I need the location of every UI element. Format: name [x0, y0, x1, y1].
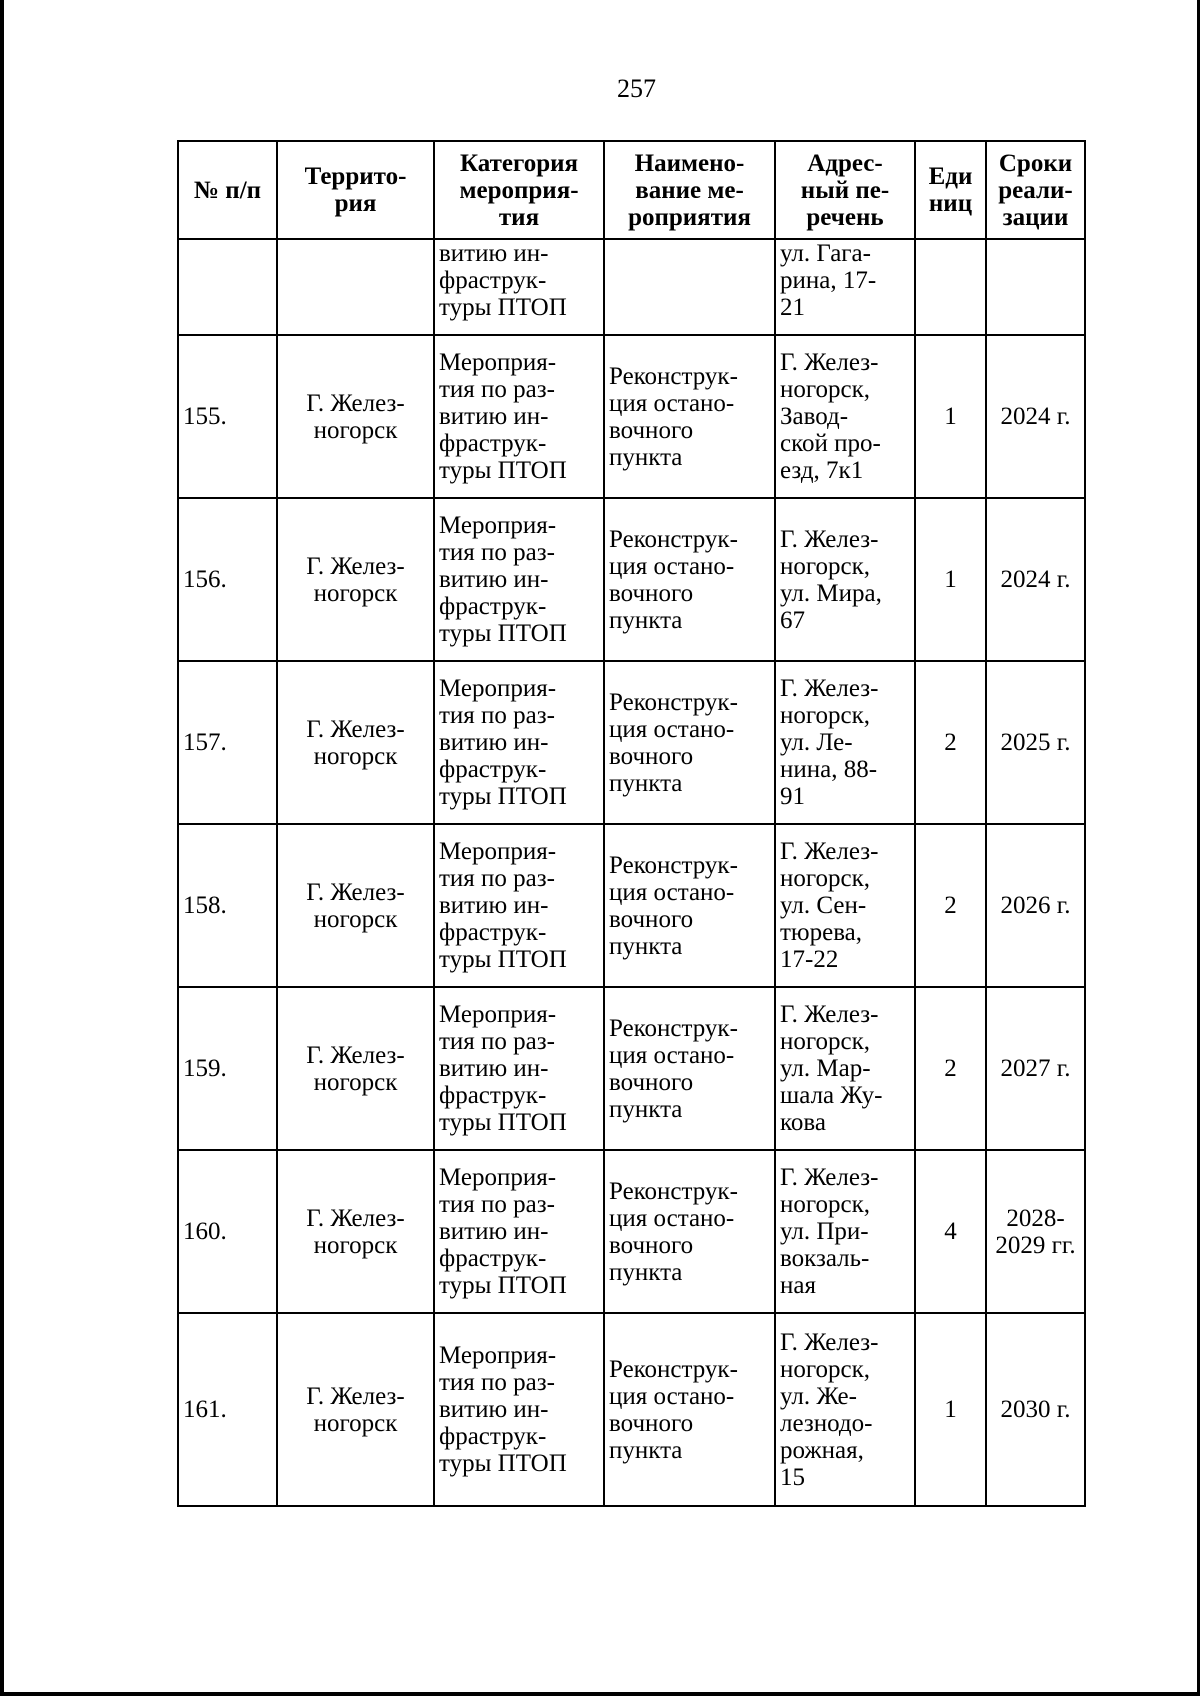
cell-name: Реконструк- ция остано- вочного пункта	[604, 498, 775, 661]
cell-num: 161.	[178, 1313, 277, 1506]
table-row	[178, 1313, 1085, 1506]
table-row	[178, 1150, 1085, 1313]
cell-category: Мероприя- тия по раз- витию ин- фраструк- туры ПТОП	[434, 335, 604, 498]
page-frame-left	[0, 0, 4, 1696]
cell-name: Реконструк- ция остано- вочного пункта	[604, 335, 775, 498]
cell-term: 2024 г.	[986, 335, 1085, 498]
cell-territory: Г. Желез- ногорск	[277, 661, 434, 824]
cell-term: 2028- 2029 гг.	[986, 1150, 1085, 1313]
page-frame-bottom	[0, 1692, 1200, 1696]
cell-name: Реконструк- ция остано- вочного пункта	[604, 987, 775, 1150]
table-row-continuation	[178, 239, 1085, 335]
cell-address: ул. Гага- рина, 17- 21	[775, 239, 915, 335]
cell-address: Г. Желез- ногорск, ул. Ле- нина, 88- 91	[775, 661, 915, 824]
cell-category: Мероприя- тия по раз- витию ин- фраструк- туры ПТОП	[434, 498, 604, 661]
header-category: Категория мероприя- тия	[434, 141, 604, 239]
cell-territory	[277, 239, 434, 335]
cell-name: Реконструк- ция остано- вочного пункта	[604, 661, 775, 824]
cell-term: 2027 г.	[986, 987, 1085, 1150]
cell-term: 2026 г.	[986, 824, 1085, 987]
page-number: 257	[617, 74, 656, 103]
header-territory: Террито- рия	[277, 141, 434, 239]
cell-units	[915, 239, 986, 335]
header-num: № п/п	[178, 141, 277, 239]
cell-units: 2	[915, 661, 986, 824]
table-row	[178, 335, 1085, 498]
cell-num: 160.	[178, 1150, 277, 1313]
cell-term: 2024 г.	[986, 498, 1085, 661]
cell-category: Мероприя- тия по раз- витию ин- фраструк- туры ПТОП	[434, 1150, 604, 1313]
cell-units: 2	[915, 824, 986, 987]
header-address: Адрес- ный пе- речень	[775, 141, 915, 239]
cell-units: 1	[915, 1313, 986, 1506]
cell-category: Мероприя- тия по раз- витию ин- фраструк- туры ПТОП	[434, 1313, 604, 1506]
cell-territory: Г. Желез- ногорск	[277, 498, 434, 661]
cell-num: 157.	[178, 661, 277, 824]
cell-num: 159.	[178, 987, 277, 1150]
cell-territory: Г. Желез- ногорск	[277, 335, 434, 498]
cell-territory: Г. Желез- ногорск	[277, 824, 434, 987]
cell-term: 2025 г.	[986, 661, 1085, 824]
cell-address: Г. Желез- ногорск, ул. Мира, 67	[775, 498, 915, 661]
cell-num: 156.	[178, 498, 277, 661]
table-row	[178, 661, 1085, 824]
cell-units: 1	[915, 498, 986, 661]
cell-term: 2030 г.	[986, 1313, 1085, 1506]
cell-territory: Г. Желез- ногорск	[277, 1150, 434, 1313]
cell-address: Г. Желез- ногорск, ул. Же- лезнодо- рожная, 15	[775, 1313, 915, 1506]
cell-units: 2	[915, 987, 986, 1150]
cell-category: Мероприя- тия по раз- витию ин- фраструк- туры ПТОП	[434, 987, 604, 1150]
cell-num: 158.	[178, 824, 277, 987]
table-row	[178, 987, 1085, 1150]
cell-category: Мероприя- тия по раз- витию ин- фраструк- туры ПТОП	[434, 824, 604, 987]
cell-address: Г. Желез- ногорск, ул. Сен- тюрева, 17-22	[775, 824, 915, 987]
events-table	[177, 140, 1086, 1507]
cell-units: 4	[915, 1150, 986, 1313]
header-term: Сроки реали- зации	[986, 141, 1085, 239]
header-units: Еди ниц	[915, 141, 986, 239]
cell-category: Мероприя- тия по раз- витию ин- фраструк- туры ПТОП	[434, 661, 604, 824]
cell-name: Реконструк- ция остано- вочного пункта	[604, 1150, 775, 1313]
cell-num: 155.	[178, 335, 277, 498]
table-row	[178, 498, 1085, 661]
table-row	[178, 824, 1085, 987]
cell-name: Реконструк- ция остано- вочного пункта	[604, 824, 775, 987]
cell-territory: Г. Желез- ногорск	[277, 1313, 434, 1506]
cell-category: витию ин- фраструк- туры ПТОП	[434, 239, 604, 335]
table-body	[178, 239, 1085, 1506]
cell-name: Реконструк- ция остано- вочного пункта	[604, 1313, 775, 1506]
cell-term	[986, 239, 1085, 335]
cell-address: Г. Желез- ногорск, Завод- ской про- езд, 7к1	[775, 335, 915, 498]
cell-address: Г. Желез- ногорск, ул. При- вокзаль- ная	[775, 1150, 915, 1313]
header-name: Наимено- вание ме- роприятия	[604, 141, 775, 239]
cell-address: Г. Желез- ногорск, ул. Мар- шала Жу- кова	[775, 987, 915, 1150]
header-row	[178, 141, 1085, 239]
cell-territory: Г. Желез- ногорск	[277, 987, 434, 1150]
cell-num	[178, 239, 277, 335]
cell-name	[604, 239, 775, 335]
cell-units: 1	[915, 335, 986, 498]
table-header	[178, 141, 1085, 239]
